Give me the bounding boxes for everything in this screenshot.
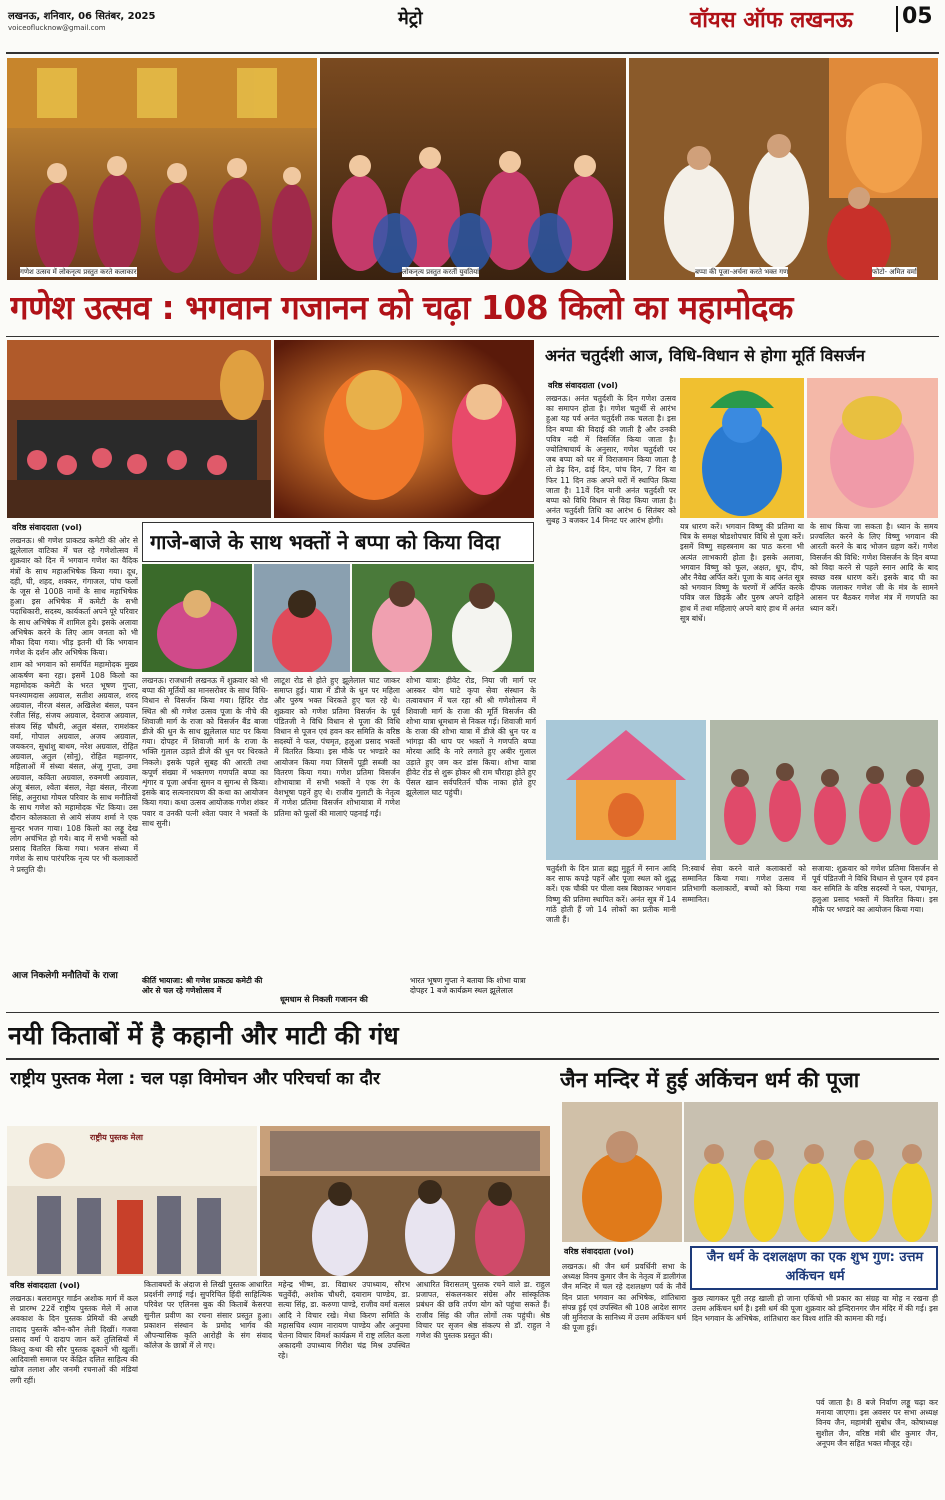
- masthead-rule: [6, 52, 939, 54]
- photo-book-fair-stage: [7, 1126, 257, 1276]
- photo-visarjan-2: [254, 564, 350, 672]
- books-col1: लखनऊ। बलरामपुर गार्डन अशोक मार्ग में कल से प्रारम्भ 22वें राष्ट्रीय पुस्तक मेले में आज अवकाश के दिन पुस्तक प्रेमियों की अच्छी तादाद पुस्तकें कौन-कौन लेती दिखीं। गजवा प्रसाद वर्मा पे दादाप जान करें तुलिसियों में किश्तु कथा की सौर पुस्तक दूकानें भी खुलीं। आदिवासी समाज पर केंद्रित दलित साहित्य की खोज तलाश और जनमी रचनाओं की मंडियां लगी रहीं।: [10, 1294, 138, 1385]
- books-col2: किताबघरों के अंदाज से लिखी पुस्तक आधारित प्रदर्शनी लगाई गई। सुपरिचित हिंदी साहित्यिक परिवेश पर एलिनस बुक की किताबें केसरपा सुनील प्रवीण का रचना संसार प्रस्तुत हुआ। प्रकाशन संस्थान के प्रमोद भार्गव की औपन्यासिक कृति आरोही के संग संवाद कॉलेज के छात्रों में ले गए।: [144, 1280, 272, 1351]
- mid-story-col1: लखनऊ। राजधानी लखनऊ में शुक्रवार को भी बप्पा की मूर्तियों का मानसरोवर के साथ विधि-विधान से विसर्जन किया गया। हिंदिर रोड स्थित श्री श्री गणेश उत्सव पूजा के नीचे की शिवाजी मार्ग के राजा को विसर्जन बैंड बाजा डीजे की धुन के साथ झूलेलाल घाट पर किया गया। दोपहर में शिवाजी मार्ग के राजा के भक्ति गुलाल उड़ाते डीजे की धुन पर थिरकते निकले। इसके पहले सुबह की आरती तथा कपूर्ण संख्या में भक्तगण गणपति बप्पा का शृंगार व पूजा अर्चना सुमन व सुगन्ध से किया। इसके बाद सत्यनारायण की कथा का आयोजन किया गया। कथा उत्सव आयोजक गणेश शंकर पवार व उनकी पत्नी श्वेता पवार ने भक्तों के साथ सुनी।: [142, 676, 268, 828]
- page-number: 05: [902, 4, 933, 29]
- mid-story-col2: लाटूश रोड से होते हुए झूलेलाल घाट जाकर समाप्त हुई। यात्रा में डीजे के धुन पर महिला और पुरुष भक्त थिरकते हुए चल रहे थे। शुक्रवार को गणेश प्रतिमा विसर्जन के पूर्व पंडितजी ने विधि विधान से पूजा की विधि विधान से पूजन एवं हवन कर समिति के वरिष्ठ सदस्यों ने फल, पंचमृत, हलुआ प्रसाद भक्तों में वितरित किया। इस मौके पर भण्डारे का आयोजन किया गया जिसमें पूड़ी सब्जी का वितरण किया गया। गणेश प्रतिमा विसर्जन शोभायात्रा में सभी भक्तों ने एक रंग के वेशभूषा पहनें हुए थे। राजीव गुलाटी के नेतृत्व में गणेश प्रतिमा विसर्जन शोभायात्रा में गणेश प्रतिमा को फूलों की मालाएं पहनाई गईं।: [274, 676, 400, 818]
- right-story-headline: अनंत चतुर्दशी आज, विधि-विधान से होगा मूर्ति विसर्जन: [545, 346, 865, 365]
- books-byline: वरिष्ठ संवाददाता (vol): [10, 1281, 80, 1290]
- photo-pandal: [546, 720, 706, 860]
- photo-crowd: [710, 720, 938, 860]
- books-col3: महेन्द्र भीष्म, डा. विद्याधर उपाध्याय, सौरभ चतुर्वेदी, अशोक चौधरी, दयाराम पाण्डेय, डा. सत्या सिंह, डा. करुणा पाण्डे, राजीव वर्मा वत्सल आदि ने विचार रखे। मेधा किरण समिति के महासचिव श्याम नारायण पाण्डेय और अनुपमा चेतना विचार विमर्श कार्यक्रम में राष्ट्र ललित कला अकादमी उपाध्याय गिरीश चंद्र मिश्र उपस्थित रहे।: [278, 1280, 410, 1361]
- photo-ganesh-painting: [807, 378, 938, 518]
- photo-procession: [7, 340, 271, 518]
- jain-headline: जैन मन्दिर में हुई अकिंचन धर्म की पूजा: [560, 1068, 860, 1092]
- photo-jain-puja-1: [562, 1102, 682, 1242]
- jain-col1: लखनऊ। श्री जैन धर्म प्रवर्धिनी सभा के अध्यक्ष विनय कुमार जैन के नेतृत्व में डालीगंज जैन मन्दिर में चल रहे दशलक्षण पर्व के नौवें दिन प्रातः भगवान का अभिषेक, शांतिधारा संपन्न हुई एवं उपस्थित श्री 108 आदेश सागर जी मुनिराज के सानिध्य में उत्तम अकिंचन धर्म की पूजा हुई।: [562, 1262, 686, 1333]
- left-story-body: [10, 536, 138, 966]
- paper-name: वॉयस ऑफ लखनऊ: [690, 8, 853, 33]
- left-story-p2: शाम को भगवान को समर्पित महामोदक मुख्य आकर्षण बना रहा। इसमें 108 किलो का महामोदक कमेटी के भरत भूषण गुप्ता, घनश्यामदास अग्रवाल, सतीश अग्रवाल, शरद अग्रवाल, नीरज बंसल, अखिलेश बंसल, पवन रंजीत सिंह, संजय अग्रवाल, देवराज अग्रवाल, संजय सिंह चौधरी, अतुल बंसल, रामशंकर वर्मा, गोपाल अग्रवाल, अजय अग्रवाल, जयकरन, सुधांशु बाथम, नरेश अग्रवाल, रोहित अग्रवाल, अतुल (सोनू), रोहित महानगर, महिलाओं में संध्या बंसल, अंजू गुप्ता, उमा अग्रवाल, कविता अग्रवाल, रुक्मणी अग्रवाल, अंजू बंसल, श्वेता बंसल, नेहा बंसल, नीरजा सिंह, अनुराधा गोयल परिवार के साथ मनौतियों के साथ गणेश को महामोदक भेंट किया। उस दौरान कोलकाता से आये संजय शर्मा ने एक सुन्दर भजन गाया। 108 किलो का लड्डू देख लोग अचंभित हो गये। बाद में सभी भक्तों को प्रसाद वितरित किया गया। भजन संध्या में गणेश के साथ पारंपरिक नृत्य पर भी कलाकारों ने प्रस्तुति दी।: [10, 660, 138, 874]
- mid-story-foot3: भारत भूषण गुप्ता ने बताया कि शोभा यात्रा दोपहर 1 बजे कार्यक्रम स्थल झूलेलाल: [410, 976, 526, 995]
- masthead-date: लखनऊ, शनिवार, 06 सितंबर, 2025: [8, 11, 156, 22]
- photo-devotees: [629, 58, 938, 280]
- right-story-col1: लखनऊ। अनंत चतुर्दशी के दिन गणेश उत्सव का समापन होता है। गणेश चतुर्थी से आरंभ हुआ यह पर्व अनंत चतुर्दशी तक चलता है। इस दिन बप्पा की विदाई की जाती है और उनकी पवित्र नदी में विसर्जित किया जाता है। ज्योतिषाचार्य के अनुसार, गणेश चतुर्दशी पर जब बप्पा को घर में विराजमान किया जाता है तो डेढ़ दिन, ढाई दिन, पांच दिन, 7 दिन या फिर 11 दिन तक अपने घरों में स्थापित किया जाता है। 11वें दिन यानी अनंत चतुर्दशी पर बप्पा को विधि विधान से विदा किया जाता है। अनंत चतुर्दशी तिथि का आरंभ 6 सितंबर को सुबह 3 बजकर 14 मिनट पर आरंभ होगी।: [546, 394, 676, 526]
- section-rule-top: [6, 1012, 939, 1013]
- right-story-col5: नि:स्वार्थ सेवा करने वाले कलाकारों को सम्मानित किया गया। गणेश उत्सव में प्रतिभागी कलाकारों, बच्चों को किया गया सम्मानित।: [682, 864, 806, 904]
- right-story-col2: यत्र धारण करें। भगवान विष्णु की प्रतिमा या चित्र के समक्ष षोडशोपचार विधि से पूजा करें। इसमें विष्णु सहस्त्रनाम का पाठ करना भी अत्यंत लाभकारी होता है। इसके अलावा, भगवान विष्णु को फूल, अक्षत, धूप, दीप, और नैवेद्य अर्पित करें। पूजा के बाद अनंत सूत्र को भगवान विष्णु के चरणों में अर्पित करके पवित्र जल छिड़कें और पुरुष अपने दाहिने हाथ में तथा महिलाएं अपने बाएं हाथ में अनंत सूत्र बांधें।: [680, 522, 804, 623]
- caption-photo-credit: फोटो- अमित वर्मा: [872, 268, 917, 276]
- mid-story-foot2: धूमधाम से निकली गजानन की: [280, 995, 368, 1004]
- jain-col3: पर्व जाता है। 8 बजे निर्वाण लड्डू चढ़ा कर मनाया जाएगा। इस अवसर पर सभा अध्यक्ष विनय जैन, महामंत्री सुबोध जैन, कोषाध्यक्ष सुशील जैन, वरिष्ठ मंत्री धीर कुमार जैन, अनूपम जैन सहित भक्त मौजूद रहे।: [816, 1398, 938, 1448]
- mid-story-col3: शोभा यात्रा: हीवेट रोड, निया जी मार्ग पर आस्कर योग घाटे कृपा सेवा संस्थान के तत्वावधान में चल रहा श्री श्री गणेशोत्सव में शिवाजी मार्ग के राजा की मूर्ति विसर्जन की शोभा यात्रा धूमधाम से निकल गई। शिवाजी मार्ग के राजा की शोभा यात्रा में डीजे की धुन पर व भांगड़ा की थाप पर भक्तों ने गणपति बप्पा मोरया आदि के नारे लगाते हुए अबीर गुलाल उड़ाते हुए जम कर डांस किया। शोभा यात्रा हीवेट रोड से शुरू होकर श्री राम चौराहा होते हुए पेंसल खान सर्वपरितर्न चौक नाका होते हुए झूलेलाल घाट पहुंची।: [406, 676, 536, 798]
- caption-photo-2: लोकनृत्य प्रस्तुत करतीं युवतियां: [402, 268, 479, 276]
- caption-photo-1: गणेश उत्सव में लोकनृत्य प्रस्तुत करते कलाकार: [20, 268, 137, 276]
- photo-book-fair-visitors: [260, 1126, 550, 1276]
- jain-byline: वरिष्ठ संवाददाता (vol): [564, 1247, 634, 1256]
- right-story-col6: सजाया: शुक्रवार को गणेश प्रतिमा विसर्जन से पूर्व पंडितजी ने विधि विधान से पूजन एवं हवन कर समिति के वरिष्ठ सदस्यों ने फल, पंचामृत, हलुआ प्रसाद भक्तों में वितरित किया। इस मौके पर भण्डारे का आयोजन किया गया।: [812, 864, 938, 914]
- caption-photo-3: बप्पा की पूजा-अर्चना करते भक्त गण: [695, 268, 789, 276]
- right-story-byline: वरिष्ठ संवाददाता (vol): [548, 381, 618, 390]
- books-headline: नयी किताबों में है कहानी और माटी की गंध: [8, 1021, 399, 1050]
- page-divider: [896, 6, 898, 32]
- right-story-col4: चतुर्दशी के दिन प्रातः ब्रह्म मुहूर्त में स्नान आदि कर साफ कपड़े पहनें और पूजा स्थल को शुद्ध करें। एक चौकी पर पीला वस्त्र बिछाकर भगवान विष्णु की प्रतिमा स्थापित करें। अनंत सूत्र में 14 गांठें होती हैं जो 14 लोकों का प्रतीक मानी जाती हैं।: [546, 864, 676, 925]
- books-col4: आधारित विरासतम् पुस्तक रचने वाले डा. राहुल प्रजापत, संकलनकार संग्रेस और सांस्कृतिक प्रबंधन की छवि तर्पण योग को पहुंचा सकते हैं। राजीव सिंह की जीत लोगों तक पहुंची। श्रेष्ठ विचार पर सृजन श्रेष्ठ संकल्प से डॉ. राहुल ने गणेश की पुस्तक प्रस्तुत की।: [416, 1280, 550, 1341]
- photo-ganesh-idol: [274, 340, 534, 518]
- books-subhead: राष्ट्रीय पुस्तक मेला : चल पड़ा विमोचन और परिचर्चा का दौर: [10, 1069, 380, 1089]
- photo-visarjan-3: [352, 564, 534, 672]
- photo-jain-puja-2: [684, 1102, 938, 1242]
- masthead: [0, 0, 945, 56]
- jain-box-title: जैन धर्म के दशलक्षण का एक शुभ गुण: उत्तम अकिंचन धर्म: [706, 1250, 924, 1284]
- section-name: मेट्रो: [398, 8, 423, 29]
- left-story-subhead: आज निकलेगी मनौतियों के राजा: [12, 971, 118, 981]
- photo-vishnu: [680, 378, 804, 518]
- section-rule: [6, 1058, 939, 1060]
- headline-rule: [6, 336, 939, 337]
- mid-story-foot1: कीर्ति भायाजा: श्री गणेश प्राकट्य कमेटी की ओर से चल रहे गणेशोत्सव में: [142, 976, 263, 995]
- subhead-1: गाजे-बाजे के साथ भक्तों ने बप्पा को किया विदा: [150, 530, 501, 554]
- photo-dancers-1: [7, 58, 317, 280]
- right-story-col3: के साथ किया जा सकता है। ध्यान के समय प्रज्वलित करने के लिए विष्णु भगवान की आरती करने के बाद भोजन ग्रहण करें। गणेश विसर्जन की विधि: गणेश विसर्जन के दिन बप्पा को विदा करने से पहले स्नान आदि के बाद स्वच्छ वस्त्र धारण करें। इसके बाद घी का दीपक जलाकर गणेश जी के मंत्र के सामने आसन पर बैठकर गणेश मंत्र में गणपति का ध्यान करें।: [810, 522, 938, 613]
- left-story-byline: वरिष्ठ संवाददाता (vol): [12, 523, 82, 532]
- photo-visarjan-1: [142, 564, 252, 672]
- photo-dancers-2: [320, 58, 626, 280]
- book-fair-banner: राष्ट्रीय पुस्तक मेला: [90, 1133, 143, 1142]
- main-headline: गणेश उत्सव : भगवान गजानन को चढ़ा 108 किलो का महामोदक: [10, 288, 793, 327]
- jain-col2: कुछ त्यागकर पूरी तरह खाली हो जाना एकिंचो भी प्रकार का संग्रह या मोह न रखना ही उत्तम अकिंचन धर्म है। इसी धर्म की पूजा शुक्रवार को इन्दिरानगर जैन मंदिर में की गई। इस दिन भगवान के अभिषेक, शांतिधारा कर विश्व शांति की कामना की गई।: [692, 1294, 938, 1324]
- left-story-p1: लखनऊ। श्री गणेश प्राकट्य कमेटी की ओर से झूलेलाल वाटिका में चल रहे गणेशोत्सव में शुक्रवार को दिन में भगवान गणेश का वैदिक मंत्रों के साथ महाअभिषेक किया गया। दूध, दही, घी, शहद, शक्कर, गंगाजल, पांच फलों के जूस से 1008 नामों के साथ महाभिषेक हुआ। इस अभिषेक में कमेटी के सभी पदाधिकारी, सदस्य, कार्यकर्ता अपने पूरे परिवार के साथ अभिषेक में शामिल हुये। इसके अलावा अभिषेक करने के लिए आम जनता को भी मौका दिया गया। भीड़ इतनी थी कि भगवान गणेश के दर्शन और अभिषेक किया।: [10, 536, 138, 658]
- masthead-email: voiceoflucknow@gmail.com: [8, 24, 106, 32]
